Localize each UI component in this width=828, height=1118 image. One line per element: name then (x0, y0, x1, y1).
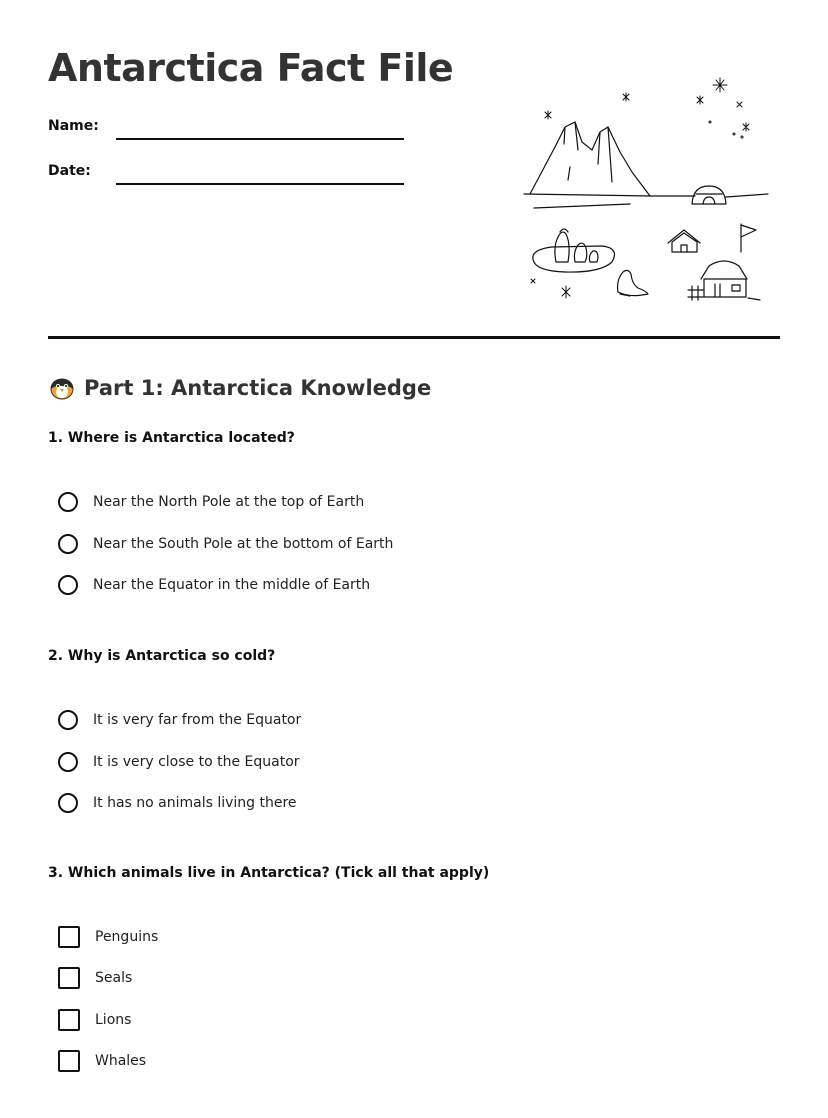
date-field[interactable] (116, 183, 404, 185)
section-divider (48, 336, 780, 339)
radio-button[interactable] (58, 752, 78, 772)
penguin-icon (48, 374, 76, 402)
option-label: Lions (95, 1012, 132, 1028)
option-label: It is very far from the Equator (93, 712, 302, 728)
question-3-text: 3. Which animals live in Antarctica? (Tick all that apply) (48, 865, 490, 881)
q1-option-3[interactable] (58, 575, 370, 595)
radio-button[interactable] (58, 710, 78, 730)
q1-option-1[interactable] (58, 492, 364, 512)
antarctica-scene-icon (520, 72, 770, 304)
radio-button[interactable] (58, 492, 78, 512)
radio-button[interactable] (58, 793, 78, 813)
checkbox[interactable] (58, 1009, 80, 1031)
q1-option-2[interactable] (58, 534, 393, 554)
option-label: Near the North Pole at the top of Earth (93, 494, 365, 510)
section-title-text: Part 1: Antarctica Knowledge (84, 376, 432, 400)
option-label: It has no animals living there (93, 795, 297, 811)
q3-option-3[interactable] (58, 1009, 131, 1031)
question-2-text: 2. Why is Antarctica so cold? (48, 648, 276, 664)
option-label: Whales (95, 1053, 147, 1069)
section-title (48, 374, 431, 402)
radio-button[interactable] (58, 534, 78, 554)
q3-option-2[interactable] (58, 967, 132, 989)
radio-button[interactable] (58, 575, 78, 595)
q3-option-4[interactable] (58, 1050, 146, 1072)
date-label: Date: (48, 163, 91, 179)
checkbox[interactable] (58, 967, 80, 989)
q3-option-1[interactable] (58, 926, 158, 948)
option-label: It is very close to the Equator (93, 754, 300, 770)
option-label: Near the Equator in the middle of Earth (93, 577, 371, 593)
name-label: Name: (48, 118, 99, 134)
q2-option-3[interactable] (58, 793, 297, 813)
checkbox[interactable] (58, 926, 80, 948)
question-1-text: 1. Where is Antarctica located? (48, 430, 295, 446)
option-label: Seals (95, 970, 133, 986)
name-field[interactable] (116, 138, 404, 140)
option-label: Near the South Pole at the bottom of Earth (93, 536, 394, 552)
option-label: Penguins (95, 929, 159, 945)
worksheet-title: Antarctica Fact File (48, 46, 454, 90)
checkbox[interactable] (58, 1050, 80, 1072)
q2-option-2[interactable] (58, 752, 300, 772)
q2-option-1[interactable] (58, 710, 301, 730)
